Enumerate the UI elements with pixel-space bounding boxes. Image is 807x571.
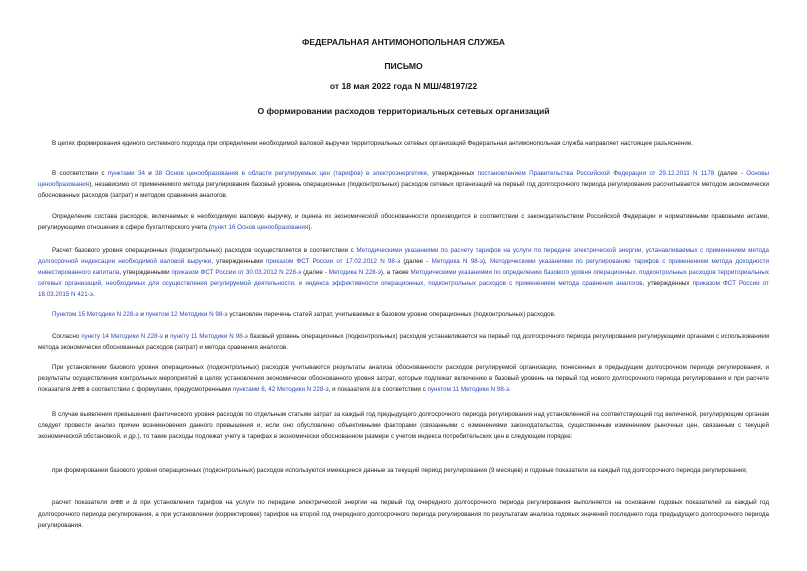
link-prikaz-98e[interactable]: приказом ФСТ России от 17.02.2012 N 98-э: [266, 258, 401, 265]
link-prikaz-228e[interactable]: приказом ФСТ России от 30.03.2012 N 228-э: [171, 269, 302, 276]
text: , утвержденными: [119, 269, 172, 276]
link-metod-ukazaniya-98e[interactable]: Методическими указаниями по расчету тарифов на услуги по передаче электрической энергии, устанавливаемых с применением метода долгосрочной индексации необходимой валовой выручки: [38, 247, 769, 265]
text: Определение состава расходов, включаемых в необходимую валовую выручку, и оценка их экономической обоснованности производится в соответствии с законодательством Российской Федерации и нормативными правовыми актами, регулирующими отношения в сфере бухгалтерского учета (: [38, 213, 769, 231]
text: В соответствии с: [52, 170, 108, 177]
text: , утвержденных: [427, 170, 478, 177]
text: .: [509, 386, 511, 393]
paragraph-5: [38, 309, 769, 320]
link-punkty-8[interactable]: пунктами 8: [232, 386, 265, 393]
link-osnovy[interactable]: Основы ценообразования: [38, 170, 770, 188]
link-punkt-42-228e[interactable]: 42 Методики N 228-э: [268, 386, 329, 393]
text: в соответствии с: [375, 386, 428, 393]
paragraph-7: [38, 362, 769, 396]
link-postanovlenie-1178[interactable]: постановлением Правительства Российской Федерации от 29.12.2011 N 1178: [477, 170, 715, 177]
delta-nvv-formula-icon: ΔНВВ: [110, 500, 123, 506]
delta-i-formula-icon: ΔI: [371, 387, 376, 393]
text: , и показателя: [328, 386, 372, 393]
text: и: [122, 499, 133, 506]
text: (далее -: [301, 269, 329, 276]
text: ), а также: [380, 269, 411, 276]
text: Согласно: [52, 333, 82, 340]
paragraph-6: [38, 331, 769, 353]
link-punkt-11-98e[interactable]: пункту 11 Методики N 98-э: [170, 333, 248, 340]
delta-nvv-formula-icon: ΔНВВ: [72, 387, 85, 393]
paragraph-1: В целях формирования единого системного подхода при определении необходимой валовой выручки территориальных сетевых организаций Федеральная антимонопольная служба направляет настоящее разъяснение.: [52, 140, 694, 147]
text: установлен перечень статей затрат, учитываемых в базовом уровне операционных (подконтрольных) расходов.: [227, 311, 556, 318]
text: расчет показателя: [52, 499, 111, 506]
document-subject: О формировании расходов территориальных сетевых организаций: [257, 106, 550, 116]
text: и: [162, 333, 171, 340]
text: и: [138, 311, 146, 318]
document-type: ПИСЬМО: [384, 61, 423, 71]
link-punkt-11-98e-b[interactable]: пунктом 11 Методики N 98-э: [427, 386, 510, 393]
text: ,: [264, 386, 269, 393]
text: , утвержденных: [642, 280, 693, 287]
link-punkt-14-228e[interactable]: пункту 14 Методики N 228-э: [81, 333, 163, 340]
paragraph-4: [38, 245, 769, 300]
text: при установлении тарифов на услуги по передаче электрической энергии на первый год очередного долгосрочного периода регулирования выполняется на основании годовых показателей за каждый год долгосрочного периода регулирования, а при установлении (корректировке) тарифов на второй год очередного долгосрочного периода регулирования по результатам анализа годовых значений последнего года предыдущего долгосрочного периода регулирования.: [38, 499, 770, 529]
paragraph-9: при формировании базового уровня операционных (подконтрольных) расходов используются имеющиеся данные за текущий период регулирования (9 месяцев) и годовые показатели за каждый год долгосрочного периода регулирования;: [52, 467, 748, 474]
paragraph-10: [38, 497, 769, 531]
text: ),: [482, 258, 490, 265]
text: ).: [308, 224, 313, 231]
link-punkt-12-98e[interactable]: пунктом 12 Методики N 98-э: [145, 311, 228, 318]
text: Расчет базового уровня операционных (подконтрольных) расходов осуществляется в соответствии с: [52, 247, 357, 254]
text: базовый уровень операционных (подконтрольных) расходов устанавливается на первый год долгосрочного периода регулирования регулирующими органами с использованием метода экономически обоснованных расходов (затрат) и метода сравнения аналогов.: [38, 333, 770, 351]
text: .: [92, 291, 95, 298]
paragraph-2: [38, 168, 769, 201]
text: ), независимо от применяемого метода регулирования базовый уровень операционных (подконтрольных) расходов сетевых организаций на первый год долгосрочного периода регулирования рассчитывается методом экономически обоснованных расходов (затрат) и методом сравнения аналогов.: [38, 181, 769, 199]
text: и: [144, 170, 156, 177]
link-prikaz-421e[interactable]: приказом ФСТ России от 18.03.2015 N 421-э: [38, 280, 769, 298]
link-punkt-34[interactable]: пунктами 34: [107, 170, 145, 177]
document-date-number: от 18 мая 2022 года N МШ/48197/22: [329, 81, 478, 91]
link-metod-ukazaniya-228e[interactable]: Методическими указаниями по регулированию тарифов с применением метода доходности инвестированного капитала: [38, 258, 769, 276]
link-metodika-98e[interactable]: Методика N 98-э: [431, 258, 483, 265]
text: При установлении базового уровня операционных (подконтрольных) расходов учитываются результаты анализа обоснованности расходов регулируемой организации, понесенных в предыдущем долгосрочном периоде регулирования, и результаты осуществления контрольных мероприятий в целях установления экономически обоснованного уровня затрат, которые подлежат включению в базовый уровень на первый год нового долгосрочного периода регулирования и при расчете показателя: [38, 364, 769, 393]
paragraph-3: [38, 211, 769, 233]
delta-i-formula-icon: ΔI: [132, 500, 137, 506]
text: (далее -: [400, 258, 432, 265]
agency-title: ФЕДЕРАЛЬНАЯ АНТИМОНОПОЛЬНАЯ СЛУЖБА: [302, 37, 505, 47]
text: (далее -: [714, 170, 747, 177]
link-metodika-228e[interactable]: Методика N 228-э: [328, 269, 381, 276]
paragraph-8: В случае выявления превышения фактического уровня расходов по отдельным статьям затрат за каждый год предыдущего долгосрочного периода регулирования над установленной на соответствующий год величиной, регулирующим органам следует провести анализ причин возникновения данного превышения и, если оно обусловлено объективными факторами (связанными с изменениями законодательства, существенным изменением рыночных цен, связанным с текущей экономической обстановкой, и др.), то такие расходы подлежат учету в тарифах в экономически обоснованном размере с учетом индекса потребительских цен в следующем порядке:: [38, 411, 769, 440]
text: в соответствии с формулами, предусмотренными: [84, 386, 233, 393]
link-punkt-16[interactable]: пункт 16 Основ ценообразования: [211, 224, 309, 231]
text: , утвержденными: [211, 258, 267, 265]
link-punkt-15-228e[interactable]: Пунктом 15 Методики N 228-э: [52, 311, 139, 318]
link-osnovy-tsenoobrazovaniya[interactable]: 38 Основ ценообразования в области регулируемых цен (тарифов) в электроэнергетике: [155, 170, 428, 177]
link-metod-ukazaniya-421e[interactable]: Методическими указаниями по определению базового уровня операционных, подконтрольных расходов территориальных сетевых организаций, необходимых для осуществления регулируемой деятельности, и индекса эффективности операционных, подконтрольных расходов с применением метода сравнения аналогов: [38, 269, 769, 287]
